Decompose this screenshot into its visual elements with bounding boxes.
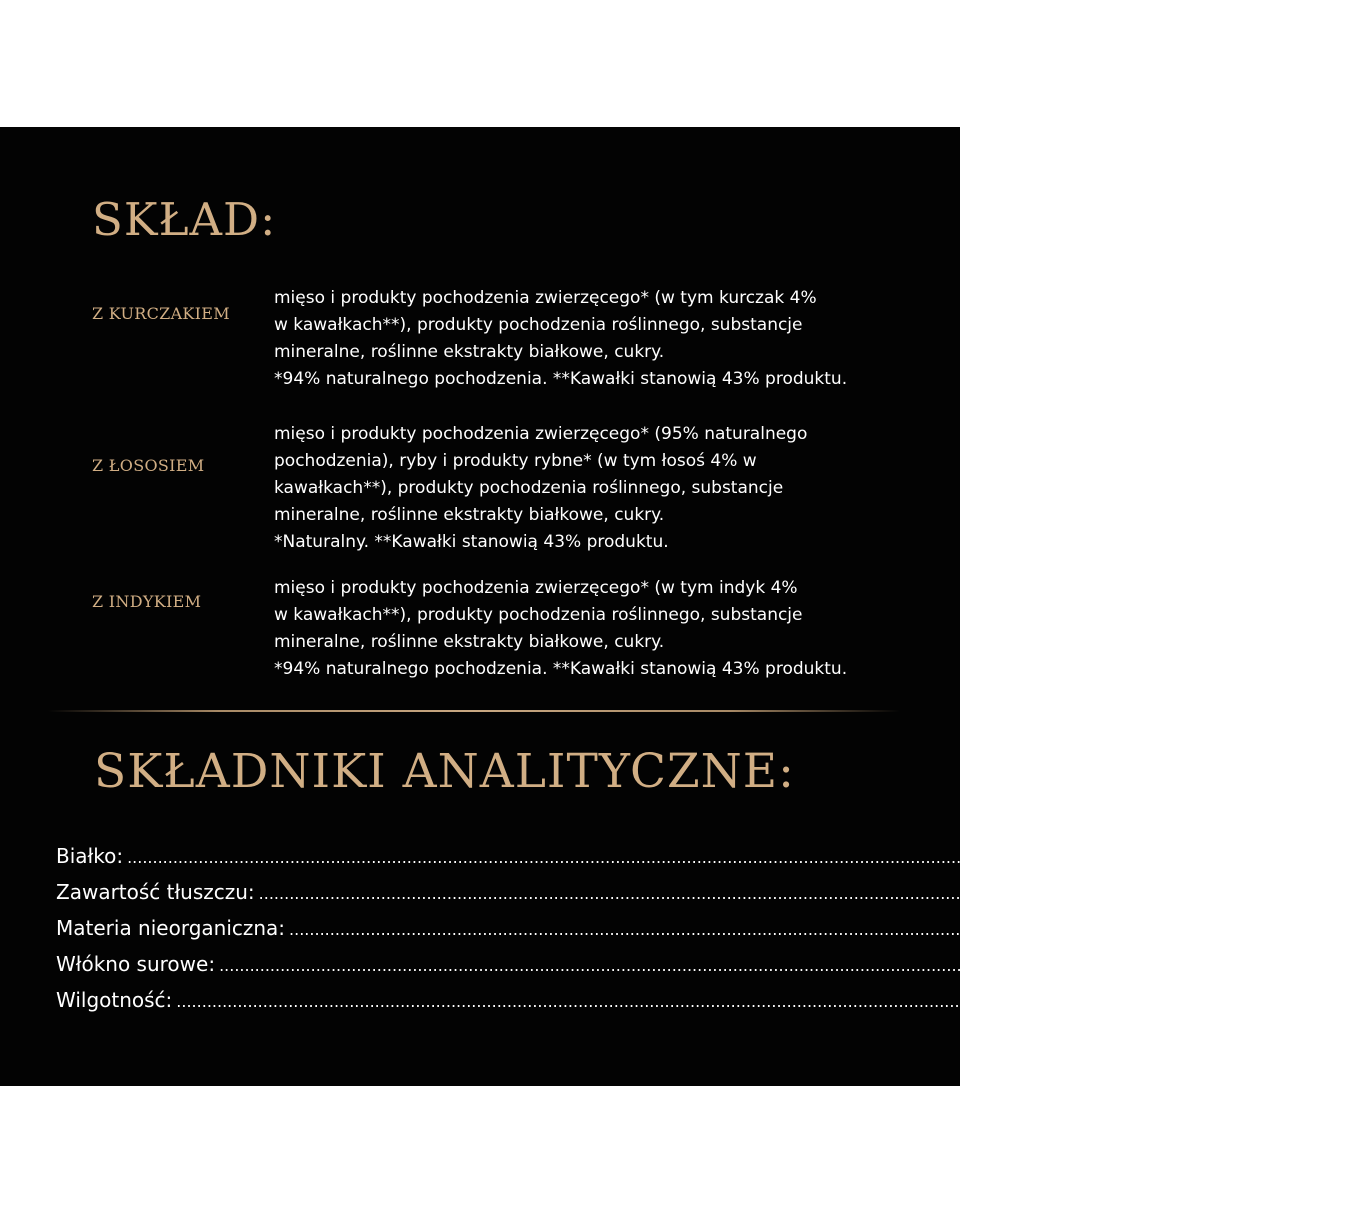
variant-line: mineralne, roślinne ekstrakty białkowe, cukry.	[274, 342, 665, 362]
analysis-list	[56, 844, 1361, 1024]
variant-line: mineralne, roślinne ekstrakty białkowe, cukry.	[274, 505, 665, 525]
section-divider	[48, 710, 900, 712]
analysis-row-fat	[56, 880, 1331, 916]
analysis-row-protein	[56, 844, 1200, 880]
variant-line: *94% naturalnego pochodzenia. **Kawałki stanowią 43% produktu.	[274, 369, 848, 389]
dot-leader: ........................................................................................................................................................................................................	[127, 848, 1145, 867]
variant-line: mineralne, roślinne ekstrakty białkowe, cukry.	[274, 632, 665, 652]
dot-leader: ........................................................................................................................................................................................................	[219, 956, 1237, 975]
variant-line: mięso i produkty pochodzenia zwierzęcego* (w tym kurczak 4%	[274, 288, 817, 308]
variant-line: pochodzenia), ryby i produkty rybne* (w tym łosoś 4% w	[274, 451, 757, 471]
variant-line: *Naturalny. **Kawałki stanowią 43% produktu.	[274, 532, 669, 552]
analysis-name: Materia nieorganiczna:	[56, 916, 286, 940]
analysis-title: SKŁADNIKI ANALITYCZNE:	[94, 744, 795, 799]
variant-text-turkey	[274, 575, 934, 683]
composition-title: SKŁAD:	[92, 193, 277, 246]
analysis-row-moisture	[56, 988, 1262, 1024]
analysis-name: Włókno surowe:	[56, 952, 216, 976]
composition-panel	[0, 127, 1361, 1086]
analysis-value: 7,9%	[1148, 844, 1200, 868]
analysis-value: 84,0%	[1197, 988, 1262, 1012]
variant-text-salmon	[274, 421, 934, 556]
dot-leader: ........................................................................................................................................................................................................	[258, 884, 1276, 903]
variant-line: w kawałkach**), produkty pochodzenia roślinnego, substancje	[274, 315, 803, 335]
variant-label-chicken: Z KURCZAKIEM	[92, 304, 230, 323]
variant-line: mięso i produkty pochodzenia zwierzęcego* (w tym indyk 4%	[274, 578, 798, 598]
dot-leader: ........................................................................................................................................................................................................	[289, 920, 1307, 939]
analysis-value: 4,4%	[1279, 880, 1331, 904]
variant-label-turkey: Z INDYKIEM	[92, 592, 202, 611]
analysis-row-fibre	[56, 952, 1304, 988]
variant-line: *94% naturalnego pochodzenia. **Kawałki stanowią 43% produktu.	[274, 659, 848, 679]
variant-label-salmon: Z ŁOSOSIEM	[92, 456, 205, 475]
analysis-name: Białko:	[56, 844, 124, 868]
variant-line: w kawałkach**), produkty pochodzenia roślinnego, substancje	[274, 605, 803, 625]
analysis-name: Zawartość tłuszczu:	[56, 880, 255, 904]
variant-line: kawałkach**), produkty pochodzenia roślinnego, substancje	[274, 478, 784, 498]
analysis-name: Wilgotność:	[56, 988, 173, 1012]
analysis-value: 1,4%	[1310, 916, 1361, 940]
variant-line: mięso i produkty pochodzenia zwierzęcego* (95% naturalnego	[274, 424, 808, 444]
analysis-row-inorganic	[56, 916, 1361, 952]
variant-text-chicken	[274, 285, 934, 393]
analysis-value: 0,30%	[1240, 952, 1304, 976]
dot-leader: ........................................................................................................................................................................................................	[176, 992, 1194, 1011]
